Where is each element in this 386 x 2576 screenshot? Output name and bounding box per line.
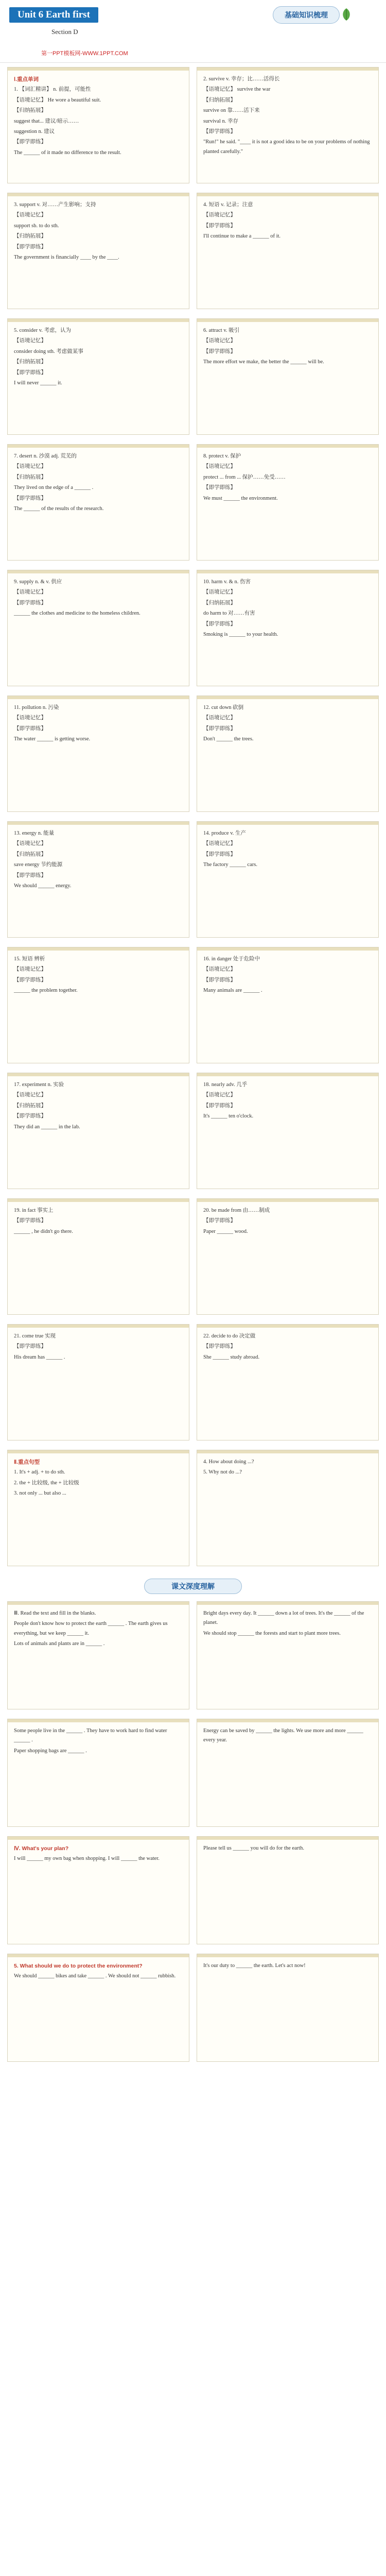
slide-line: It's our duty to ______ the earth. Let's act now! [203,1963,306,1969]
slide-line: support sb. to do sth. [14,223,59,229]
slide-card [197,570,379,686]
slide-heading: Ⅰ.重点单词 [14,76,39,82]
slide-card [7,67,189,183]
slide-line: 9. supply n. & v. 供应 [14,579,62,585]
slide-line: 18. nearly adv. 几乎 [203,1082,248,1088]
slide-card [197,193,379,309]
slide-line: 【即学即练】 [14,244,46,250]
slide-line: 【语境记忆】 survive the war [203,87,271,93]
slide-line: 【即学即练】 [14,600,46,606]
slide-line: 【即学即练】 [14,1218,46,1224]
slide-line: 【语境记忆】 [14,1092,46,1098]
slide-line: 【语境记忆】 [14,841,46,847]
slide-line: The more effort we make, the better the ______ will be. [203,359,324,365]
slide-card [7,1601,189,1709]
slide-content [197,448,378,509]
slide-line: It's ______ ten o'clock. [203,1113,254,1120]
slide-card [7,947,189,1063]
slide-content [197,1076,378,1127]
slide-card [197,1073,379,1189]
slide-line: ______ , he didn't go there. [14,1228,73,1234]
slide-content [197,1840,378,1858]
slide-line: 8. protect v. 保护 [203,453,241,459]
slide-content [197,1722,378,1751]
slide-content [197,1453,378,1483]
slide-line: 【即学即练】 [203,977,236,983]
slide-line: 3. not only ... but also ... [14,1490,66,1497]
slide-line: 【语境记忆】 [203,967,236,973]
slide-line: 【语境记忆】 [203,464,236,470]
slide-line: 【即学即练】 [203,725,236,732]
slide-card [7,444,189,561]
slide-line: 【语境记忆】 [14,967,46,973]
slide-card [7,821,189,938]
slide-line: I will never ______ it. [14,380,62,386]
slide-card [7,1836,189,1944]
slide-content [8,1957,189,1987]
slide-line: 【即学即练】 [14,495,46,501]
slide-line: 【归纳拓展】 [14,108,46,114]
slide-line: 【即学即练】 [14,1113,46,1120]
slide-content [8,1722,189,1761]
slide-line: 5. consider v. 考虑，认为 [14,328,72,333]
slide-card [197,1719,379,1827]
slide-line: Many animals are ______ . [203,988,262,994]
slide-content [197,322,378,372]
slide-line: The ______ of it made no difference to the result. [14,149,121,156]
slide-line: 【即学即练】 [14,725,46,732]
slide-heading: Ⅳ. What's your plan? [14,1845,69,1852]
slide-card [7,696,189,812]
slide-line: 4. 短语 v. 记录；注意 [203,202,253,208]
slide-card [7,1450,189,1566]
slide-line: Ⅲ. Read the text and fill in the blanks. [14,1611,96,1616]
slide-card [197,67,379,183]
slide-line: 1. 【词汇精讲】 n. 前提，可能性 [14,87,91,93]
slide-content [197,1957,378,1976]
slide-line: 【语境记忆】 [203,338,236,344]
slide-line: ______ the problem together. [14,988,78,994]
slide-line: Don't ______ the trees. [203,736,254,742]
slide-card [197,947,379,1063]
slide-content [8,1605,189,1654]
slide-line: We should stop ______ the forests and start to plant more trees. [203,1630,341,1636]
slide-line: I'll continue to make a ______ of it. [203,233,281,240]
slide-line: 22. decide to do 决定做 [203,1333,256,1339]
slide-line: ______ the clothes and medicine to the homeless children. [14,611,141,617]
slide-content [8,1076,189,1137]
slide-content [8,448,189,519]
slide-line: Bright days every day. It ______ down a lot of trees. It's the ______ of the planet. [203,1611,364,1626]
slide-line: Lots of animals and plants are in ______ . [14,1641,105,1647]
slide-line: 【语境记忆】 [203,589,236,596]
slide-line: They did an ______ in the lab. [14,1124,80,1130]
slide-line: People don't know how to protect the earth ______ . The earth gives us everything, but we keep ______ it. [14,1621,168,1636]
slide-card [197,1954,379,2062]
slide-content [197,699,378,750]
slide-line: We should ______ bikes and take ______ . We should not ______ rubbish. [14,1973,176,1979]
slide-content [8,951,189,1001]
slide-content [197,825,378,875]
slide-content [8,322,189,393]
slide-card [197,1324,379,1440]
slide-line: 【即学即练】 [14,872,46,878]
slide-line: 【语境记忆】 [14,212,46,218]
slide-content [8,825,189,896]
slide-content [197,196,378,247]
slide-line: 19. in fact 事实上 [14,1208,54,1213]
slide-content [197,1605,378,1643]
slide-content [8,699,189,750]
slide-line: 【即学即练】 [203,128,236,134]
slide-line: 16. in danger 处于危险中 [203,956,260,962]
slide-line: 【语境记忆】 [14,464,46,470]
slide-line: Some people live in the ______ . They have to work hard to find water ______ . [14,1728,167,1743]
slide-card [197,1601,379,1709]
slide-card [197,1450,379,1566]
slide-line: The government is financially ____ by the ____. [14,254,119,260]
slide-line: 【即学即练】 [203,621,236,627]
slide-line: 【归纳拓展】 [203,97,236,103]
slide-line: Please tell us ______ you will do for the earth. [203,1845,304,1851]
slide-content [197,951,378,1001]
slide-content [8,1453,189,1504]
slide-line: suggestion n. 建议 [14,128,55,134]
slide-line: 【即学即练】 [203,851,236,857]
slide-card [7,1198,189,1315]
slide-content [8,1328,189,1367]
slide-line: I will ______ my own bag when shopping. I will ______ the water. [14,1856,160,1862]
slide-line: "Run!" he said. "____ it is not a good idea to be on your problems of nothing planted carefully." [203,139,370,155]
slide-card [197,318,379,435]
slide-card [197,1836,379,1944]
slide-line: Paper ______ wood. [203,1228,248,1234]
slide-line: 11. pollution n. 污染 [14,705,59,710]
slide-card [7,570,189,686]
slide-line: We should ______ energy. [14,883,72,889]
slide-line: 【归纳拓展】 [14,1103,46,1109]
slide-line: 【语境记忆】 He wore a beautiful suit. [14,97,101,103]
slide-card [7,1719,189,1827]
slide-line: 【即学即练】 [14,977,46,983]
slide-line: The water ______ is getting worse. [14,736,91,742]
slide-line: 10. harm v. & n. 伤害 [203,579,251,585]
slide-line: 21. come true 实现 [14,1333,56,1339]
slide-line: 【归纳拓展】 [14,851,46,857]
slide-line: 【语境记忆】 [203,1092,236,1098]
slide-line: Paper shopping bags are ______ . [14,1748,87,1754]
slide-line: They lived on the edge of a ______ . [14,485,94,491]
slide-line: Energy can be saved by ______ the lights. We use more and more ______ every year. [203,1728,363,1743]
slide-line: 【归纳拓展】 [14,233,46,240]
slide-line: 7. desert n. 沙漠 adj. 荒芜的 [14,453,77,459]
slide-content [8,1202,189,1242]
slide-line: 1. It's + adj. + to do sth. [14,1469,65,1476]
slide-content [8,1840,189,1869]
slide-card [7,318,189,435]
slide-line: His dream has ______ . [14,1354,65,1360]
slide-line: survival n. 幸存 [203,118,238,124]
leaf-icon [341,7,352,22]
section-subtitle: Section D [51,28,78,36]
slide-line: 【归纳拓展】 [14,474,46,480]
slide-line: 【语境记忆】 [203,841,236,847]
slide-line: 【即学即练】 [203,1344,236,1350]
slide-line: 2. survive v. 幸存；比……活得长 [203,76,280,82]
slide-content [8,71,189,163]
source-link[interactable]: 第一PPT模板网-WWW.1PPT.COM [41,50,128,57]
slide-card [197,444,379,561]
slide-line: suggest that... 建议/暗示…… [14,118,79,124]
slide-line: 【即学即练】 [14,369,46,376]
slide-line: The factory ______ cars. [203,862,257,868]
slide-line: 【即学即练】 [203,485,236,491]
slide-line: She ______ study abroad. [203,1354,260,1360]
slide-line: 【即学即练】 [203,348,236,354]
slide-line: 20. be made from 由……制成 [203,1208,270,1213]
header [0,0,386,63]
slide-line: 【语境记忆】 [14,589,46,596]
slide-line: 【即学即练】 [14,139,46,145]
slide-card [197,696,379,812]
section-divider-title: 课文深度理解 [144,1579,242,1594]
slide-line: survive on 靠……活下来 [203,108,260,114]
slide-line: consider doing sth. 考虑做某事 [14,348,83,354]
slide-line: 14. produce v. 生产 [203,831,247,836]
slide-content [8,573,189,624]
slide-line: 【即学即练】 [203,1218,236,1224]
slide-line: 【语境记忆】 [14,715,46,721]
slide-card [7,1324,189,1440]
slide-line: 6. attract v. 吸引 [203,328,240,333]
slide-content [197,71,378,162]
slide-line: save energy 节约能源 [14,862,63,868]
slide-card [7,1073,189,1189]
slide-line: 【即学即练】 [203,1103,236,1109]
slide-card [7,1954,189,2062]
slide-line: 17. experiment n. 实验 [14,1082,64,1088]
slide-content [197,1328,378,1367]
slide-line: protect ... from ... 保护……免受…… [203,474,286,480]
slide-line: do harm to 对……有害 [203,611,255,617]
slide-card [7,193,189,309]
slide-card [197,1198,379,1315]
slide-content [8,196,189,267]
slide-line: 【语境记忆】 [203,715,236,721]
slide-line: 15. 短语 辨析 [14,956,45,962]
slide-line: 3. support v. 对……产生影响；支持 [14,202,96,208]
slide-card [197,821,379,938]
slide-line: 【语境记忆】 [14,338,46,344]
slide-line: The ______ of the results of the research. [14,505,104,512]
slide-line: 12. cut down 砍倒 [203,705,244,710]
slide-line: 【语境记忆】 [203,212,236,218]
slide-heading: 5. What should we do to protect the environment? [14,1963,143,1969]
slide-line: 5. Why not do ...? [203,1469,242,1476]
slide-line: Smoking is ______ to your health. [203,631,278,637]
slide-line: 2. the + 比较级, the + 比较级 [14,1480,79,1486]
slide-line: 【归纳拓展】 [203,600,236,606]
slide-line: 13. energy n. 能量 [14,831,55,836]
slide-line: 【即学即练】 [203,223,236,229]
slide-content [197,573,378,645]
slide-heading: Ⅱ.重点句型 [14,1459,40,1465]
section-badge: 基础知识梳理 [273,6,340,24]
slide-line: 4. How about doing ...? [203,1459,254,1465]
unit-title: Unit 6 Earth first [9,7,98,23]
slide-line: We must ______ the environment. [203,495,278,501]
slide-content [197,1202,378,1242]
slide-line: 【归纳拓展】 [14,359,46,365]
slide-line: 【即学即练】 [14,1344,46,1350]
